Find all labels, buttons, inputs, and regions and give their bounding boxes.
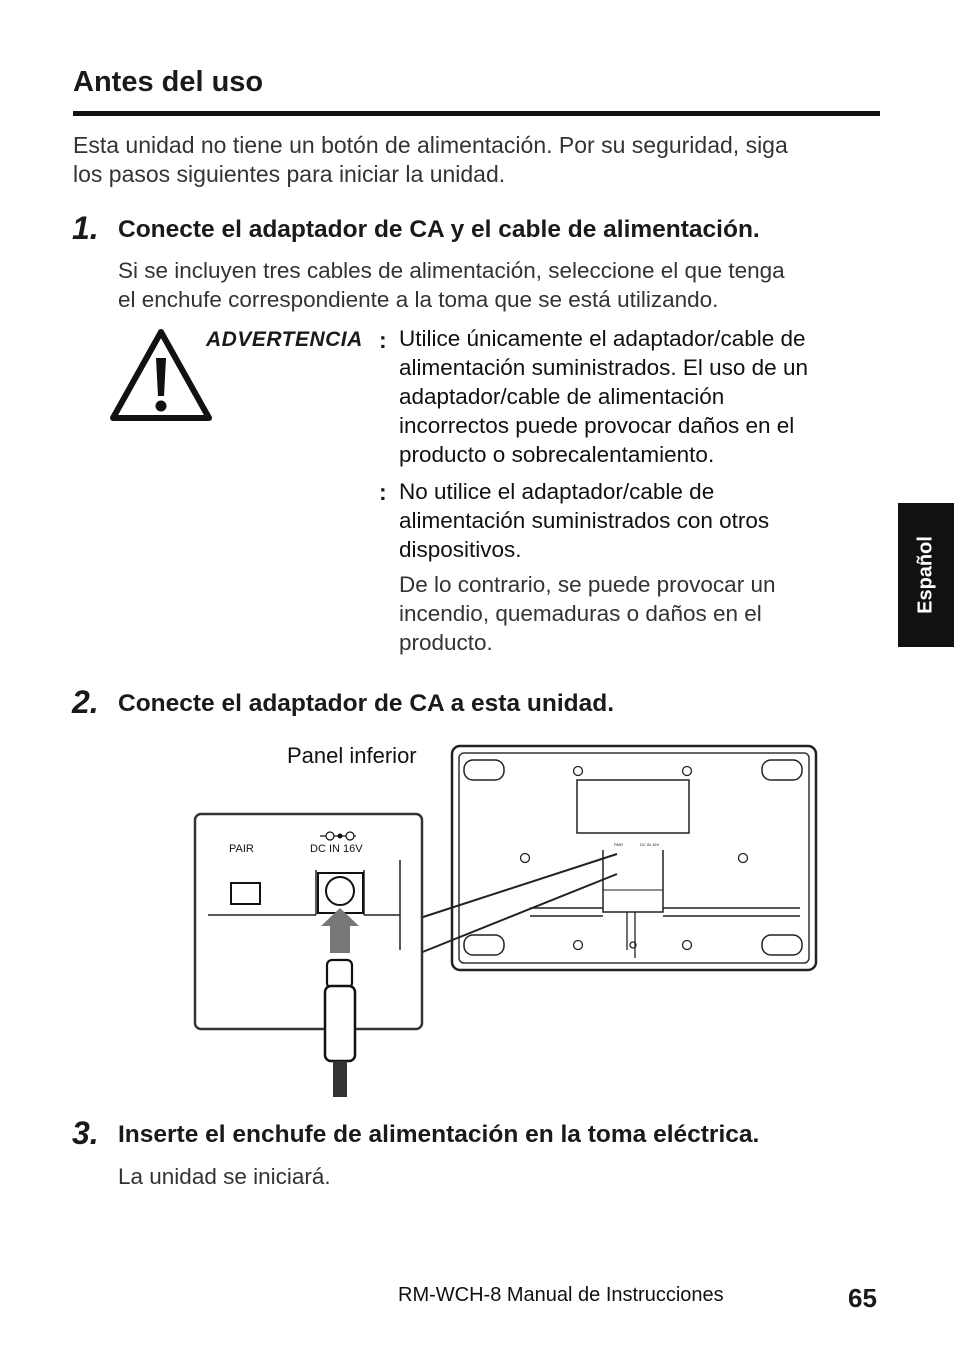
warning-item-1-line: adaptador/cable de alimentación — [399, 384, 725, 409]
intro-line: los pasos siguientes para iniciar la unidad. — [73, 161, 506, 187]
step-2-number: 2. — [72, 684, 99, 720]
dc-jack-socket — [326, 877, 354, 905]
language-tab-label: Español — [914, 536, 937, 614]
warning-colon: : — [379, 327, 387, 353]
step-1-body — [118, 256, 888, 314]
intro-line: Esta unidad no tiene un botón de alimentación. Por su seguridad, siga — [73, 132, 788, 158]
manual-name: RM-WCH-8 Manual de Instrucciones — [398, 1284, 724, 1306]
mini-dc-label: DC IN 16V — [640, 842, 660, 847]
step-3-body: La unidad se iniciará. — [118, 1164, 331, 1189]
power-cable — [333, 1061, 347, 1097]
warning-triangle-icon — [108, 326, 214, 424]
pair-label: PAIR — [229, 843, 254, 855]
pair-button — [231, 883, 260, 904]
warning-item-1-line: Utilice únicamente el adaptador/cable de — [399, 326, 806, 351]
plug-body — [325, 986, 355, 1061]
intro-paragraph — [73, 131, 885, 189]
step-1-body-line: el enchufe correspondiente a la toma que se está utilizando. — [118, 287, 719, 312]
warning-note — [399, 570, 869, 657]
plug-tip — [327, 960, 352, 988]
page-number: 65 — [848, 1283, 877, 1313]
language-tab — [898, 503, 954, 647]
panel-label: Panel inferior — [287, 743, 417, 768]
warning-item-2 — [399, 477, 869, 564]
step-2-title: Conecte el adaptador de CA a esta unidad. — [118, 690, 615, 717]
step-1-title: Conecte el adaptador de CA y el cable de alimentación. — [118, 216, 760, 243]
warning-label: ADVERTENCIA — [206, 328, 363, 351]
warning-note-line: De lo contrario, se puede provocar un — [399, 572, 776, 597]
warning-item-1-line: producto o sobrecalentamiento. — [399, 442, 715, 467]
step-3-title: Inserte el enchufe de alimentación en la toma eléctrica. — [118, 1121, 760, 1148]
warning-note-line: producto. — [399, 630, 493, 655]
warning-item-1-line: alimentación suministrados. El uso de un — [399, 355, 808, 380]
warning-item-2-line: alimentación suministrados con otros — [399, 508, 770, 533]
title-rule — [73, 111, 880, 116]
warning-item-2-line: No utilice el adaptador/cable de — [399, 479, 715, 504]
mini-pair-label: PAIR — [614, 842, 624, 847]
step-1-body-line: Si se incluyen tres cables de alimentación, seleccione el que tenga — [118, 258, 785, 283]
section-title: Antes del uso — [73, 66, 264, 98]
warning-colon: : — [379, 479, 387, 505]
warning-item-1-line: incorrectos puede provocar daños en el — [399, 413, 795, 438]
warning-note-line: incendio, quemaduras o daños en el — [399, 601, 762, 626]
dc-in-label: DC IN 16V — [310, 843, 363, 855]
warning-item-2-line: dispositivos. — [399, 537, 522, 562]
connection-diagram — [190, 740, 822, 1100]
step-1-number: 1. — [72, 210, 99, 246]
step-3-number: 3. — [72, 1115, 99, 1151]
warning-item-1 — [399, 324, 869, 469]
